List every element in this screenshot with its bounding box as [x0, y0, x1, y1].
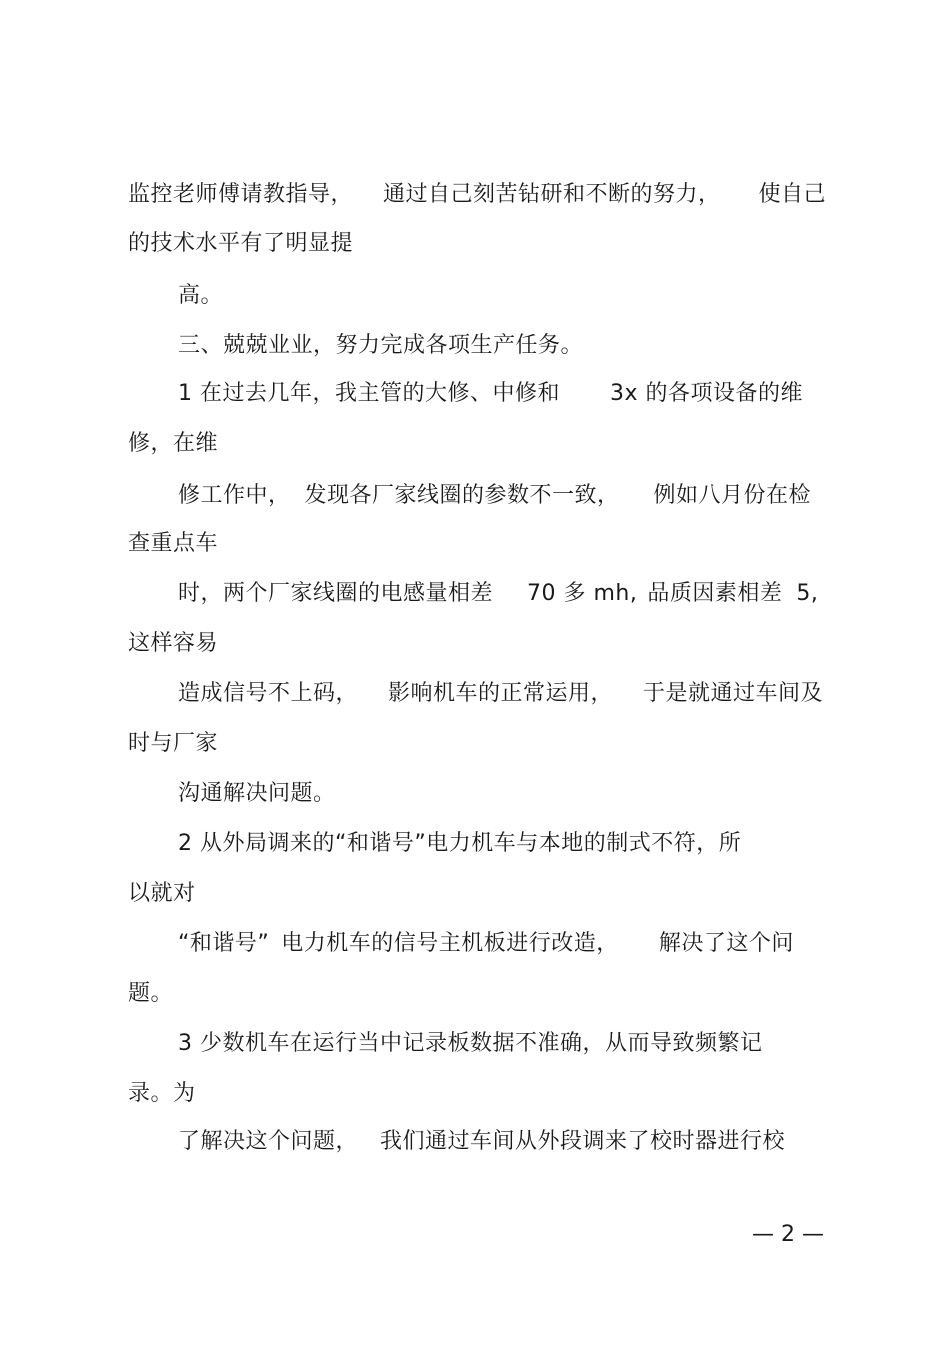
paragraph-line: 题。 [128, 981, 174, 1006]
paragraph-line: 了解决这个问题， 我们通过车间从外段调来了校时器进行校 [178, 1129, 786, 1154]
paragraph-line: 的技术水平有了明显提 [128, 231, 354, 256]
paragraph-line: 监控老师傅请教指导， 通过自己刻苦钻研和不断的努力， 使自己 [128, 182, 827, 207]
paragraph-line: 1 在过去几年，我主管的大修、中修和 3x 的各项设备的维 [178, 381, 804, 406]
page-number: — 2 — [752, 1222, 824, 1247]
paragraph-line: 录。为 [128, 1081, 196, 1106]
paragraph-line: 造成信号不上码， 影响机车的正常运用， 于是就通过车间及 [178, 681, 824, 706]
paragraph-line: 查重点车 [128, 531, 219, 556]
paragraph-line: 修，在维 [128, 431, 219, 456]
paragraph-line: 时与厂家 [128, 731, 219, 756]
paragraph-line: 时，两个厂家线圈的电感量相差 70 多 mh, 品质因素相差 5, [178, 581, 819, 606]
paragraph-line: 以就对 [128, 881, 196, 906]
paragraph-line: 沟通解决问题。 [178, 781, 336, 806]
paragraph-line: 修工作中， 发现各厂家线圈的参数不一致， 例如八月份在检 [178, 483, 812, 508]
paragraph-line: “和谐号” 电力机车的信号主机板进行改造， 解决了这个问 [178, 931, 794, 956]
section-heading: 三、兢兢业业，努力完成各项生产任务。 [178, 333, 584, 358]
paragraph-line: 高。 [178, 283, 224, 308]
paragraph-line: 2 从外局调来的“和谐号”电力机车与本地的制式不符，所 [178, 831, 742, 856]
paragraph-line: 3 少数机车在运行当中记录板数据不准确，从而导致频繁记 [178, 1031, 763, 1056]
paragraph-line: 这样容易 [128, 631, 219, 656]
